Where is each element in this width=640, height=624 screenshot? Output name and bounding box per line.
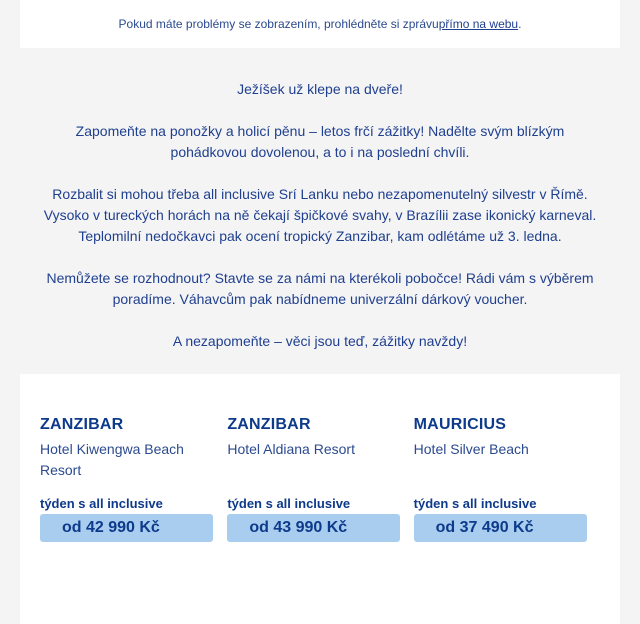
offer-price-button[interactable]: od 42 990 Kč xyxy=(40,514,213,542)
view-online-link[interactable]: přímo na webu xyxy=(438,17,519,31)
offer-label: týden s all inclusive xyxy=(413,496,537,511)
intro-paragraph: Rozbalit si mohou třeba all inclusive Srí Lanku nebo nezapomenutelný silvestr v Římě. Vysoko v tureckých horách na ně čekají špičkové svahy, v Brazílii zase ikonický karneval. Teplomilní nedočkavci pak ocení tropický Zanzibar, kam odlétáme už 3. ledna. xyxy=(43,186,597,244)
intro-paragraph: Nemůžete se rozhodnout? Stavte se za námi na kterékoli pobočce! Rádi vám s výběrem poradíme. Váhavcům pak nabídneme univerzální dárkový voucher. xyxy=(46,270,594,307)
offer-price-button[interactable]: od 37 490 Kč xyxy=(414,514,587,542)
offer-label: týden s all inclusive xyxy=(40,496,163,511)
offer-destination: ZANZIBAR xyxy=(227,416,311,433)
offer-destination: ZANZIBAR xyxy=(40,416,124,433)
offer-price-button[interactable]: od 43 990 Kč xyxy=(227,514,400,542)
email-container xyxy=(20,0,620,624)
preheader-text-end: . xyxy=(518,17,522,31)
offers-section xyxy=(20,374,620,624)
offer-hotel[interactable]: Hotel Aldiana Resort xyxy=(227,441,355,457)
intro-heading: Ježíšek už klepe na dveře! xyxy=(237,81,403,97)
preheader-text: Pokud máte problémy se zobrazením, prohlédněte si zprávu xyxy=(118,17,439,31)
offer-card[interactable] xyxy=(227,415,413,542)
offer-hotel[interactable]: Hotel Silver Beach xyxy=(413,441,529,457)
intro-section xyxy=(20,48,620,374)
preheader xyxy=(20,0,620,48)
offer-destination: MAURICIUS xyxy=(413,416,507,433)
offer-card[interactable] xyxy=(40,415,226,542)
offer-hotel[interactable]: Hotel Kiwengwa Beach Resort xyxy=(40,441,184,478)
offer-label: týden s all inclusive xyxy=(227,496,351,511)
intro-paragraph: Zapomeňte na ponožky a holicí pěnu – letos frčí zážitky! Nadělte svým blízkým pohádkovou dovolenou, a to i na poslední chvíli. xyxy=(75,123,565,160)
offer-card[interactable] xyxy=(414,415,600,542)
intro-closing: A nezapomeňte – věci jsou teď, zážitky navždy! xyxy=(172,333,468,349)
